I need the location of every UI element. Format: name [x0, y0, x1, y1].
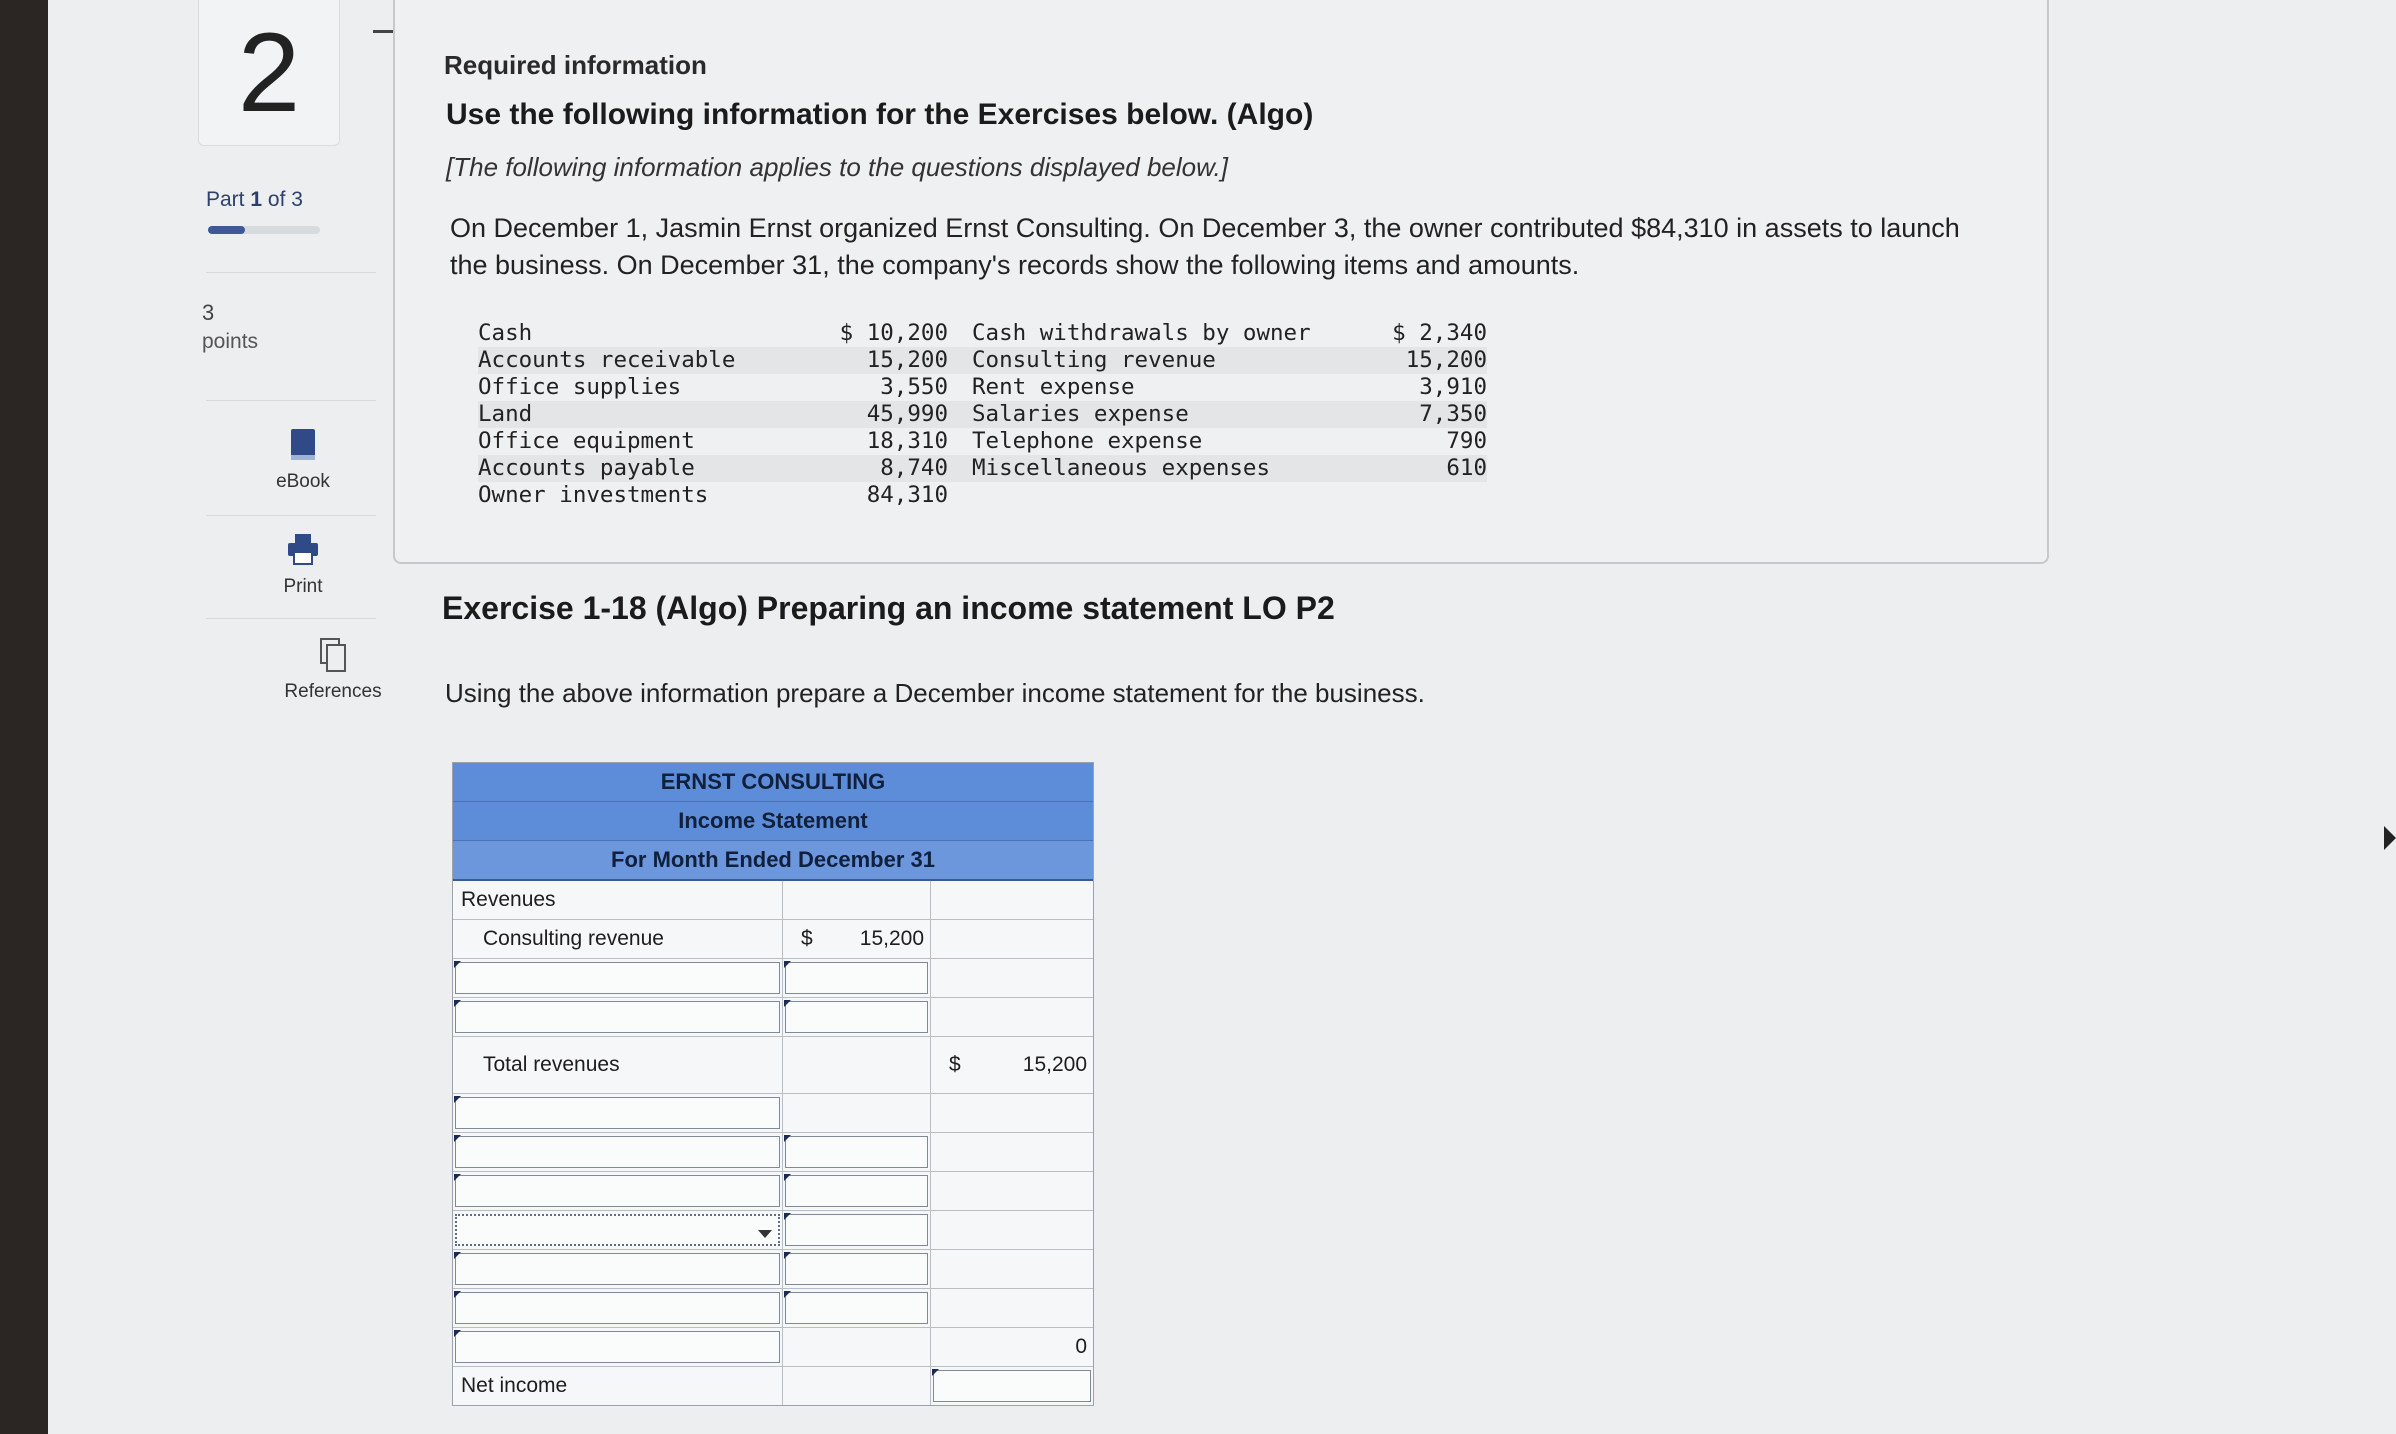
expense-amount-cell: [783, 1133, 931, 1171]
exercise-title: Exercise 1-18 (Algo) Preparing an income statement LO P2: [442, 590, 1335, 626]
ebook-button[interactable]: [248, 425, 358, 521]
account-row: [478, 428, 1487, 455]
divider: [206, 400, 376, 401]
expense-account-input[interactable]: [455, 1136, 780, 1168]
expense-amount-input[interactable]: [785, 1175, 928, 1207]
account-row: [478, 401, 1487, 428]
revenue-account-cell: [453, 959, 783, 997]
total-revenues-amount-cell: [931, 1037, 1093, 1093]
expense-entry-row: [453, 1211, 1093, 1250]
expense-amount-cell: [783, 1211, 931, 1249]
copy-documents-icon: [313, 635, 353, 675]
expense-heading-input[interactable]: [455, 1097, 780, 1129]
references-button[interactable]: [268, 635, 398, 731]
right-account-name: Telephone expense: [972, 428, 1203, 454]
right-account-amount: $ 2,340: [1392, 320, 1487, 346]
account-row: [478, 320, 1487, 347]
cursor-pointer-icon: [2384, 826, 2396, 850]
consulting-revenue-amount[interactable]: 15,200: [859, 927, 924, 950]
revenue-amount-input[interactable]: [785, 962, 928, 994]
right-account-amount: 7,350: [1392, 401, 1487, 428]
total-expenses-label-cell: [453, 1328, 783, 1366]
expense-amount-input[interactable]: [785, 1214, 928, 1246]
empty-cell: [783, 1094, 931, 1132]
expense-heading-cell: [453, 1094, 783, 1132]
revenue-account-input[interactable]: [455, 962, 780, 994]
expense-account-cell: [453, 1289, 783, 1327]
empty-cell: [931, 998, 1093, 1036]
left-account-name: Accounts payable: [478, 455, 798, 482]
ebook-label: eBook: [276, 471, 330, 492]
empty-cell: [931, 920, 1093, 958]
right-account-amount: 15,200: [1392, 347, 1487, 374]
part-of: of 3: [267, 188, 303, 211]
expense-amount-cell: [783, 1289, 931, 1327]
divider: [206, 515, 376, 516]
empty-cell: [931, 1250, 1093, 1288]
account-row: [478, 347, 1487, 374]
expense-account-dropdown[interactable]: [455, 1214, 780, 1246]
points-label: points: [202, 330, 259, 353]
empty-cell: [783, 1037, 931, 1093]
right-account-name: Cash withdrawals by owner: [972, 320, 1311, 346]
right-account-name: Miscellaneous expenses: [972, 455, 1392, 482]
divider: [206, 618, 376, 619]
account-row: [478, 482, 1487, 509]
expense-account-cell: [453, 1172, 783, 1210]
left-account-amount: 45,990: [798, 401, 972, 428]
expense-amount-input[interactable]: [785, 1136, 928, 1168]
expense-amount-input[interactable]: [785, 1292, 928, 1324]
expense-entry-row: [453, 1172, 1093, 1211]
expense-account-cell: [453, 1133, 783, 1171]
chevron-down-icon: [758, 1230, 772, 1238]
print-label: Print: [283, 576, 323, 597]
right-account-amount: [1392, 482, 1487, 509]
revenue-entry-row: [453, 998, 1093, 1037]
total-revenues-label: Total revenues: [453, 1037, 783, 1093]
left-account-name: Land: [478, 401, 798, 428]
consulting-revenue-row: [453, 920, 1093, 959]
question-number[interactable]: 2: [198, 0, 340, 146]
total-expenses-label-input[interactable]: [455, 1331, 780, 1363]
part-progress-fill: [208, 226, 245, 234]
printer-icon: [283, 530, 323, 570]
part-progress-bar: [208, 226, 320, 234]
expense-entry-row: [453, 1133, 1093, 1172]
expense-account-cell: [453, 1250, 783, 1288]
book-icon: [283, 425, 323, 465]
empty-cell: [783, 1328, 931, 1366]
references-label: References: [284, 681, 382, 702]
net-income-label: Net income: [453, 1367, 783, 1405]
expense-heading-row: [453, 1094, 1093, 1133]
left-account-name: Office supplies: [478, 374, 682, 400]
statement-company: ERNST CONSULTING: [453, 763, 1093, 802]
revenue-amount-input[interactable]: [785, 1001, 928, 1033]
expense-account-input[interactable]: [455, 1175, 780, 1207]
left-account-name: Accounts receivable: [478, 347, 798, 374]
revenues-label: Revenues: [453, 881, 783, 919]
expense-entry-row: [453, 1250, 1093, 1289]
dollar-sign: $: [949, 1053, 961, 1076]
screen: [48, 0, 2396, 1434]
revenues-heading-row: [453, 881, 1093, 920]
revenue-amount-cell: [783, 998, 931, 1036]
total-expenses-amount-cell: [931, 1328, 1093, 1366]
statement-name: Income Statement: [453, 802, 1093, 841]
account-balances-table: [478, 320, 1487, 509]
left-account-name: Office equipment: [478, 428, 695, 454]
expense-amount-cell: [783, 1172, 931, 1210]
expense-amount-input[interactable]: [785, 1253, 928, 1285]
left-account-amount: 84,310: [866, 482, 948, 508]
statement-header: [453, 763, 1093, 881]
empty-cell: [783, 881, 931, 919]
net-income-amount-cell: [931, 1367, 1093, 1405]
points-value: 3: [202, 300, 215, 325]
total-revenues-row: [453, 1037, 1093, 1094]
divider: [206, 272, 376, 273]
left-account-name: Cash: [478, 320, 533, 346]
account-row: [478, 374, 1487, 401]
left-account-amount: $ 10,200: [839, 320, 948, 346]
info-paragraph: On December 1, Jasmin Ernst organized Ernst Consulting. On December 3, the owner contributed $84,310 in assets to launch the business. On December 31, the company's records show the following items and amounts.: [450, 213, 1960, 280]
empty-cell: [931, 1211, 1093, 1249]
right-account-amount: 610: [1392, 455, 1487, 482]
total-expenses-amount: 0: [1075, 1335, 1087, 1358]
consulting-revenue-label: Consulting revenue: [453, 920, 783, 958]
expense-account-input[interactable]: [455, 1292, 780, 1324]
right-account-amount: 3,910: [1419, 374, 1487, 400]
right-account-name: Salaries expense: [972, 401, 1392, 428]
net-income-row: [453, 1367, 1093, 1405]
part-prefix: Part: [206, 188, 245, 211]
dollar-sign: $: [801, 927, 813, 950]
expense-account-cell: [453, 1211, 783, 1249]
empty-cell: [931, 959, 1093, 997]
left-account-amount: 3,550: [880, 374, 948, 400]
consulting-revenue-amount-cell: [783, 920, 931, 958]
total-revenues-amount[interactable]: 15,200: [1022, 1053, 1087, 1076]
right-account-name: Rent expense: [972, 374, 1135, 400]
revenue-account-cell: [453, 998, 783, 1036]
question-sidebar: [48, 0, 382, 1434]
required-information-heading: Required information: [444, 50, 707, 80]
expense-account-input[interactable]: [455, 1253, 780, 1285]
total-expenses-row: [453, 1328, 1093, 1367]
income-statement-form: [452, 762, 1094, 1406]
revenue-amount-cell: [783, 959, 931, 997]
empty-cell: [931, 1289, 1093, 1327]
empty-cell: [931, 1094, 1093, 1132]
right-account-name: [972, 482, 1392, 509]
left-account-amount: 15,200: [798, 347, 972, 374]
account-row: [478, 455, 1487, 482]
empty-cell: [931, 1133, 1093, 1171]
expense-entry-row: [453, 1289, 1093, 1328]
left-account-amount: 8,740: [798, 455, 972, 482]
empty-cell: [931, 1172, 1093, 1210]
expense-amount-cell: [783, 1250, 931, 1288]
left-account-amount: 18,310: [866, 428, 948, 454]
net-income-input[interactable]: [933, 1370, 1091, 1402]
exercise-instruction: Using the above information prepare a December income statement for the business.: [445, 678, 1425, 708]
statement-period: For Month Ended December 31: [453, 841, 1093, 881]
part-current: 1: [250, 188, 263, 211]
info-title: Use the following information for the Exercises below. (Algo): [446, 98, 1314, 131]
right-account-name: Consulting revenue: [972, 347, 1392, 374]
revenue-account-input[interactable]: [455, 1001, 780, 1033]
info-applies-note: [The following information applies to the questions displayed below.]: [446, 152, 1228, 182]
revenue-entry-row: [453, 959, 1093, 998]
right-account-amount: 790: [1446, 428, 1487, 454]
part-indicator: [206, 188, 303, 212]
left-account-name: Owner investments: [478, 482, 709, 508]
empty-cell: [931, 881, 1093, 919]
print-button[interactable]: [248, 530, 358, 626]
empty-cell: [783, 1367, 931, 1405]
